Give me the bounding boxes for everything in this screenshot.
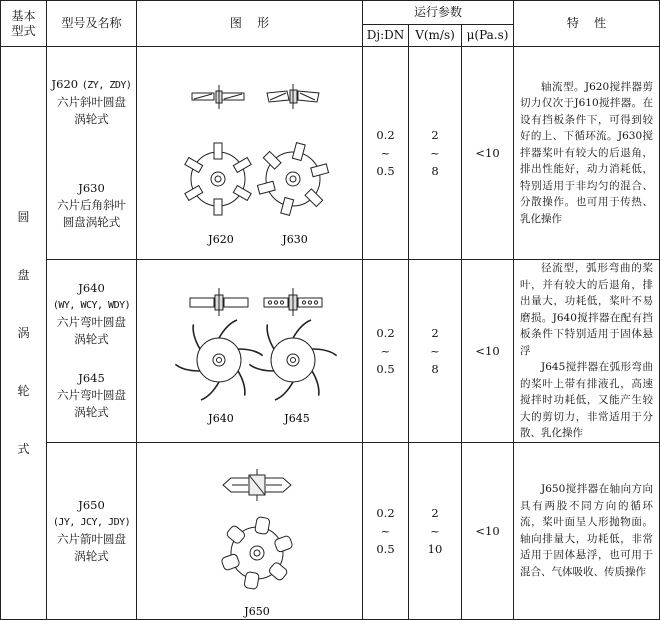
figure-caption: J650	[244, 604, 270, 618]
j650-figure	[137, 443, 363, 619]
model-name: 圆盘涡轮式	[62, 214, 121, 229]
model-cell	[47, 260, 137, 443]
figure-caption: J645	[284, 411, 310, 425]
figure-cell	[137, 260, 363, 443]
figure-caption: J630	[282, 233, 308, 246]
j630-side-view-icon	[267, 84, 319, 109]
dj-dn-cell: 0.2 ~ 0.5	[363, 47, 409, 260]
j640-top-view-icon	[175, 320, 262, 400]
j640-side-view-icon	[190, 288, 248, 316]
j645-top-view-icon	[249, 320, 336, 400]
model-name: 涡轮式	[74, 332, 109, 347]
viscosity-cell: <10	[462, 442, 514, 619]
header-op-params: 运行参数	[363, 1, 514, 25]
characteristics-cell: J650搅拌器在轴向方向具有两股不同方向的循环流，桨叶面呈人形抛物面。轴向排量大，功耗低，非常适用于固体悬浮，也可用于混合、气体吸收、传质操作	[514, 442, 660, 619]
dj-dn-cell: 0.2 ~ 0.5	[363, 442, 409, 619]
j650-top-view-icon	[221, 516, 293, 589]
j620-side-view-icon	[192, 85, 244, 109]
model-name: 六片斜叶圆盘	[57, 94, 126, 109]
viscosity-cell: <10	[462, 47, 514, 260]
model-sub: (JY, JCY, JDY)	[52, 516, 131, 528]
dj-dn-cell: 0.2 ~ 0.5	[363, 260, 409, 443]
j650-side-view-icon	[223, 469, 291, 501]
table-row	[1, 442, 660, 619]
header-dj-dn: Dj:DN	[363, 25, 409, 47]
model-name: 六片弯叶圆盘	[57, 388, 126, 403]
model-code: J650	[78, 497, 105, 512]
characteristics-cell: 径流型，弧形弯曲的桨叶，并有较大的后退角，排出量大，功耗低，桨叶不易磨损。J640搅拌器在配有挡板条件下特别适用于固体悬浮 J645搅拌器在弧形弯曲的桨叶上带有排液孔，高速搅拌时功耗低，又能产生较大的剪切力，非常适用于分散、乳化操作	[514, 260, 660, 443]
viscosity-cell: <10	[462, 260, 514, 443]
header-model-name: 型号及名称	[47, 1, 137, 47]
model-name: 六片弯叶圆盘	[57, 315, 126, 330]
model-name: 涡轮式	[74, 405, 109, 420]
figure-caption: J620	[208, 233, 234, 246]
j630-top-view-icon	[257, 143, 328, 216]
characteristics-cell: 轴流型。J620搅拌器剪切力仅次于J610搅拌器。在设有挡板条件下，可得到较好的上、下循环流。J630搅拌器桨叶有较大的后退角，排出性能好，动力消耗低，特别适用于非均匀的混合、分散操作。也可用于传热、乳化操作	[514, 47, 660, 260]
j645-side-view-icon	[264, 288, 322, 316]
j620-j630-figure	[137, 47, 363, 259]
j640-j645-figure	[137, 262, 363, 440]
figure-cell	[137, 47, 363, 260]
model-name: 涡轮式	[74, 548, 109, 563]
table-row	[1, 47, 660, 260]
model-cell	[47, 47, 137, 260]
velocity-cell: 2 ~ 8	[409, 47, 462, 260]
velocity-cell: 2 ~ 8	[409, 260, 462, 443]
model-cell	[47, 442, 137, 619]
table-row	[1, 260, 660, 443]
model-code: J630	[78, 180, 105, 195]
model-sub: (WY, WCY, WDY)	[52, 300, 131, 312]
header-mu: μ(Pa.s)	[462, 25, 514, 47]
header-characteristics: 特 性	[514, 1, 660, 47]
model-code: J645	[78, 371, 105, 386]
model-name: 六片箭叶圆盘	[57, 531, 126, 546]
velocity-cell: 2 ~ 10	[409, 442, 462, 619]
basic-type-cell: 圆 盘 涡 轮 式	[1, 47, 47, 620]
model-name: 涡轮式	[74, 111, 109, 126]
figure-cell	[137, 442, 363, 619]
model-name: 六片后角斜叶	[57, 197, 126, 212]
header-v: V(m/s)	[409, 25, 462, 47]
j620-top-view-icon	[185, 143, 251, 215]
figure-caption: J640	[208, 411, 234, 425]
header-basic-type: 基本 型式	[1, 1, 47, 47]
header-figure: 图 形	[137, 1, 363, 47]
model-code: J640	[78, 281, 105, 296]
model-code: J620 (ZY, ZDY)	[51, 76, 132, 91]
